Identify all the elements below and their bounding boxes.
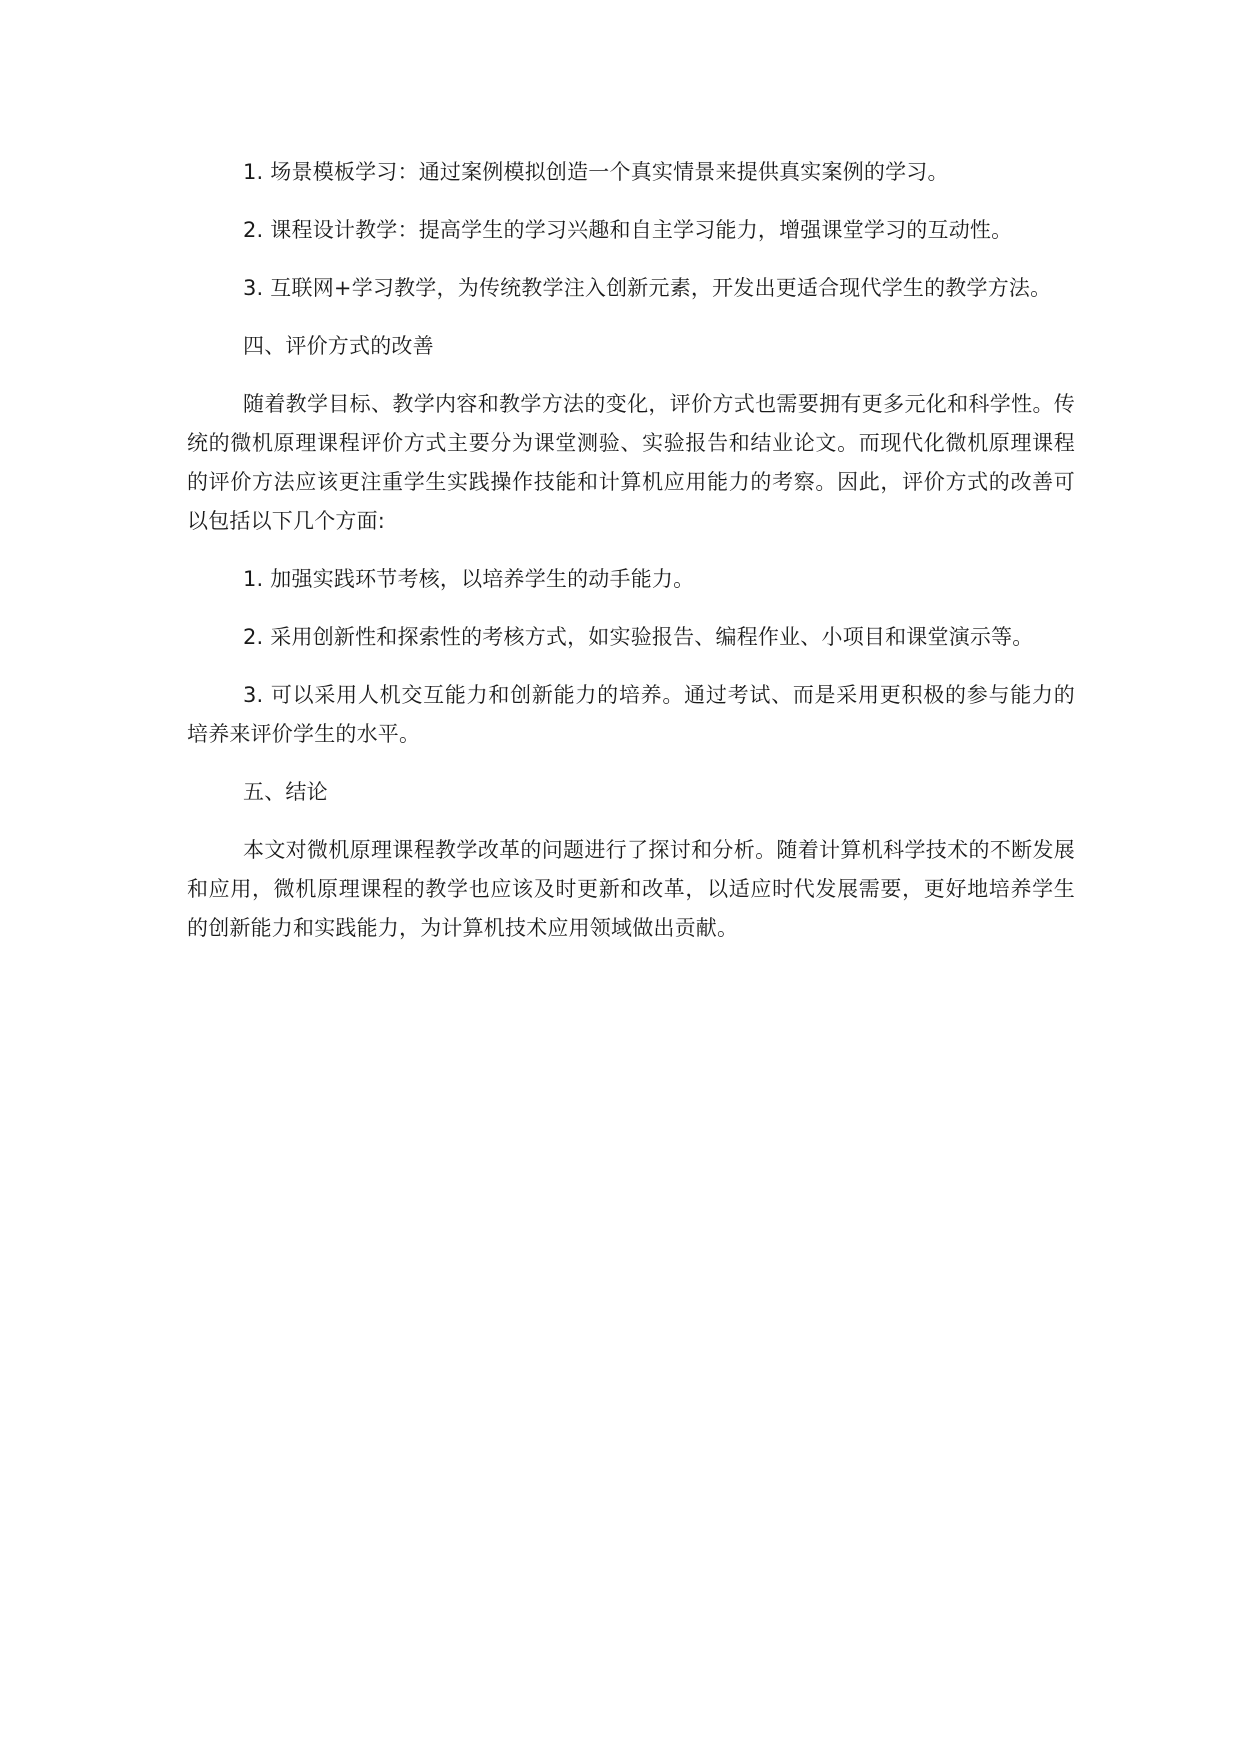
list-item-scenario-template-learning: 1. 场景模板学习：通过案例模拟创造一个真实情景来提供真实案例的学习。 (243, 160, 949, 184)
paragraph-conclusion: 本文对微机原理课程教学改革的问题进行了探讨和分析。随着计算机科学技术的不断发展和应用，微机原理课程的教学也应该及时更新和改革，以适应时代发展需要，更好地培养学生的创新能力和实践能力，为计算机技术应用领域做出贡献。 (187, 838, 1075, 940)
list-item-practice-assessment: 1. 加强实践环节考核，以培养学生的动手能力。 (243, 567, 695, 591)
list-item-internet-plus-learning: 3. 互联网+学习教学，为传统教学注入创新元素，开发出更适合现代学生的教学方法。 (243, 276, 1052, 300)
list-item-interaction-ability: 3. 可以采用人机交互能力和创新能力的培养。通过考试、而是采用更积极的参与能力的培养来评价学生的水平。 (187, 683, 1075, 746)
list-item-innovative-assessment: 2. 采用创新性和探索性的考核方式，如实验报告、编程作业、小项目和课堂演示等。 (243, 625, 1034, 649)
document-body (187, 153, 1075, 967)
list-item-course-design-teaching: 2. 课程设计教学：提高学生的学习兴趣和自主学习能力，增强课堂学习的互动性。 (243, 218, 1013, 242)
section-heading-evaluation: 四、评价方式的改善 (243, 334, 434, 358)
section-heading-conclusion: 五、结论 (243, 780, 328, 804)
paragraph-evaluation-intro: 随着教学目标、教学内容和教学方法的变化，评价方式也需要拥有更多元化和科学性。传统的微机原理课程评价方式主要分为课堂测验、实验报告和结业论文。而现代化微机原理课程的评价方法应该更注重学生实践操作技能和计算机应用能力的考察。因此，评价方式的改善可以包括以下几个方面: (187, 392, 1075, 533)
